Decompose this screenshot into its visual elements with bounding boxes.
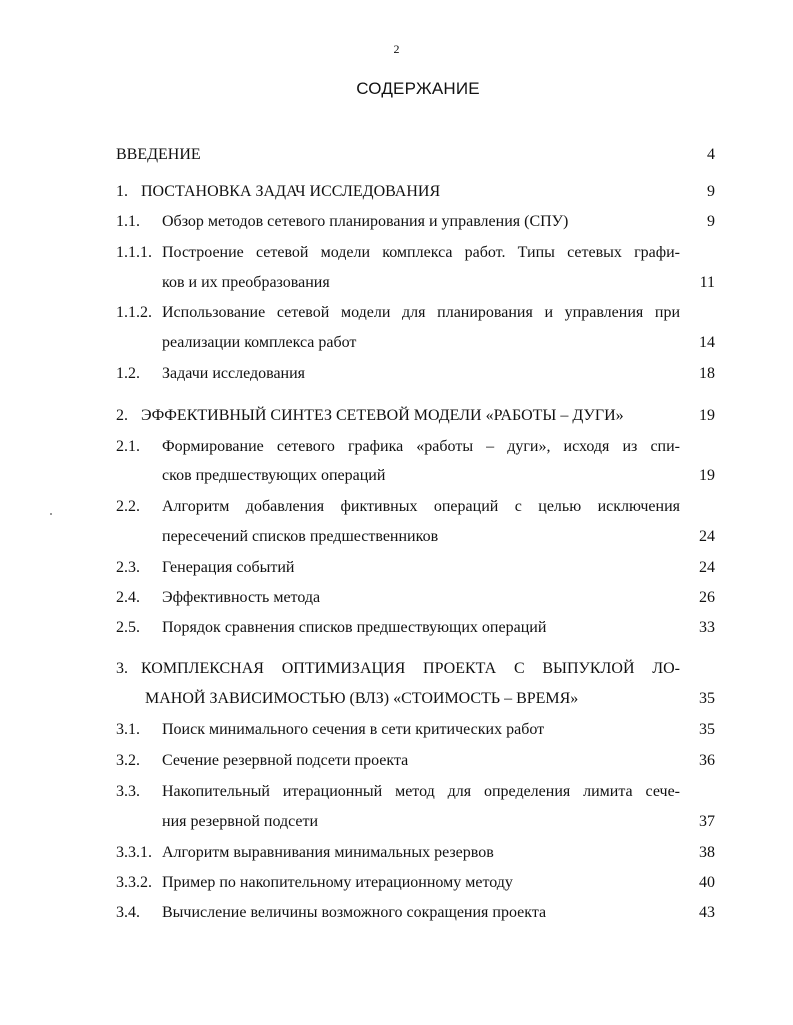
toc-entry-page: 38 bbox=[699, 844, 715, 861]
toc-entry-text-line-1: Формирование сетевого графика «работы – дуги», исходя из спи- bbox=[162, 438, 680, 455]
toc-entry-text: Задачи исследования bbox=[162, 365, 306, 382]
toc-entry-number: 3. bbox=[116, 660, 128, 677]
toc-entry-text-line-2: пересечений списков предшественников bbox=[162, 528, 439, 545]
toc-entry-page: 19 bbox=[699, 467, 715, 484]
toc-entry-text: ВВЕДЕНИЕ bbox=[116, 146, 201, 163]
toc-entry-text: Алгоритм выравнивания минимальных резервов bbox=[162, 844, 494, 861]
toc-entry-number: 1.2. bbox=[116, 365, 140, 382]
toc-entry-text-line-2: ков и их преобразования bbox=[162, 274, 330, 291]
toc-entry-number: 1. bbox=[116, 183, 128, 200]
toc-entry-page: 14 bbox=[699, 334, 715, 351]
toc-entry-page: 18 bbox=[699, 365, 715, 382]
toc-entry-page: 9 bbox=[707, 183, 715, 200]
toc-entry-number: 3.3.2. bbox=[116, 874, 152, 891]
toc-entry-page: 19 bbox=[699, 407, 715, 424]
toc-entry-page: 37 bbox=[699, 813, 715, 830]
toc-entry-page: 43 bbox=[699, 904, 715, 921]
toc-entry-page: 35 bbox=[699, 721, 715, 738]
toc-entry-number: 1.1. bbox=[116, 213, 140, 230]
toc-entry-text: Обзор методов сетевого планирования и управления (СПУ) bbox=[162, 213, 569, 230]
toc-entry-number: 3.3. bbox=[116, 783, 140, 800]
toc-entry-number: 3.4. bbox=[116, 904, 140, 921]
toc-entry-page: 36 bbox=[699, 752, 715, 769]
toc-entry-number: 2.3. bbox=[116, 559, 140, 576]
toc-entry-text-line-1: Накопительный итерационный метод для определения лимита сече- bbox=[162, 783, 680, 800]
toc-entry-text: Генерация событий bbox=[162, 559, 295, 576]
toc-entry-page: 11 bbox=[699, 274, 715, 291]
toc-entry-text: Пример по накопительному итерационному методу bbox=[162, 874, 513, 891]
toc-entry-number: 3.3.1. bbox=[116, 844, 152, 861]
toc-entry-text: Сечение резервной подсети проекта bbox=[162, 752, 409, 769]
toc-entry-number: 2.5. bbox=[116, 619, 140, 636]
toc-entry-number: 2.2. bbox=[116, 498, 140, 515]
toc-entry-text-line-2: сков предшествующих операций bbox=[162, 467, 386, 484]
toc-entry-page: 40 bbox=[699, 874, 715, 891]
toc-entry-page: 9 bbox=[707, 213, 715, 230]
toc-entry-page: 33 bbox=[699, 619, 715, 636]
page-number: 2 bbox=[393, 42, 400, 56]
toc-entry-page: 35 bbox=[699, 690, 715, 707]
toc-entry-text: Эффективность метода bbox=[162, 589, 321, 606]
toc-entry-text-line-1: КОМПЛЕКСНАЯ ОПТИМИЗАЦИЯ ПРОЕКТА С ВЫПУКЛОЙ ЛО- bbox=[141, 660, 680, 677]
toc-entry-page: 24 bbox=[699, 559, 715, 576]
toc-entry-number: 1.1.1. bbox=[116, 244, 152, 261]
toc-entry-text-line-1: Использование сетевой модели для планирования и управления при bbox=[162, 304, 680, 321]
toc-entry-text: Поиск минимального сечения в сети критических работ bbox=[162, 721, 545, 738]
toc-entry-page: 24 bbox=[699, 528, 715, 545]
toc-entry-text-line-2: ния резервной подсети bbox=[162, 813, 319, 830]
toc-entry-text-line-1: Алгоритм добавления фиктивных операций с целью исключения bbox=[162, 498, 680, 515]
toc-entry-text: Вычисление величины возможного сокращения проекта bbox=[162, 904, 547, 921]
toc-entry-page: 26 bbox=[699, 589, 715, 606]
toc-entry-text: ПОСТАНОВКА ЗАДАЧ ИССЛЕДОВАНИЯ bbox=[141, 183, 441, 200]
toc-entry-text: Порядок сравнения списков предшествующих операций bbox=[162, 619, 547, 636]
toc-entry-number: 2.1. bbox=[116, 438, 140, 455]
toc-entry-page: 4 bbox=[707, 146, 715, 163]
toc-entry-number: 2.4. bbox=[116, 589, 140, 606]
toc-entry-text-line-1: Построение сетевой модели комплекса работ. Типы сетевых графи- bbox=[162, 244, 680, 261]
toc-entry-text: ЭФФЕКТИВНЫЙ СИНТЕЗ СЕТЕВОЙ МОДЕЛИ «РАБОТЫ – ДУГИ» bbox=[141, 407, 624, 424]
toc-entry-number: 2. bbox=[116, 407, 128, 424]
toc-entry-text-line-2: МАНОЙ ЗАВИСИМОСТЬЮ (ВЛЗ) «СТОИМОСТЬ – ВРЕМЯ» bbox=[145, 690, 579, 707]
toc-entry-text-line-2: реализации комплекса работ bbox=[162, 334, 357, 351]
toc-entry-number: 3.1. bbox=[116, 721, 140, 738]
toc-entry-number: 3.2. bbox=[116, 752, 140, 769]
toc-entry-number: 1.1.2. bbox=[116, 304, 152, 321]
page-title: СОДЕРЖАНИЕ bbox=[356, 79, 480, 98]
